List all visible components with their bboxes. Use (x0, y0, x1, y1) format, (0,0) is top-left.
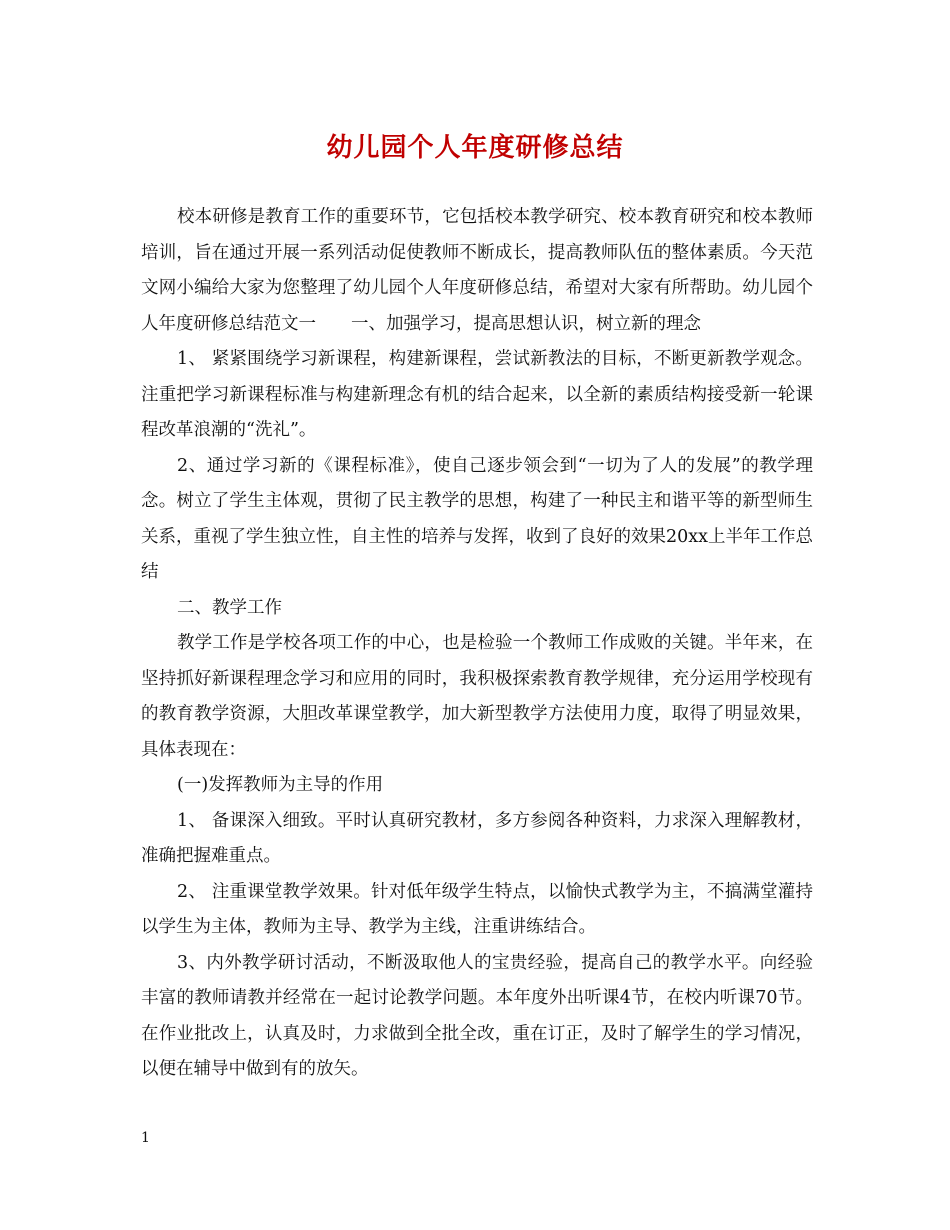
document-body (141, 200, 813, 1088)
paragraph-teaching: 教学工作是学校各项工作的中心，也是检验一个教师工作成败的关键。半年来，在坚持抓好新课程理念学习和应用的同时，我积极探索教育教学规律，充分运用学校现有的教育教学资源，大胆改革课堂教学，加大新型教学方法使用力度，取得了明显效果，具体表现在： (141, 633, 813, 760)
subheading-teacher-role: (一)发挥教师为主导的作用 (177, 775, 384, 795)
page-title: 幼儿园个人年度研修总结 (326, 133, 624, 163)
page-number: 1 (141, 1130, 150, 1146)
section-heading-teaching: 二、教学工作 (177, 597, 282, 618)
paragraph-item-1: 1、 紧紧围绕学习新课程，构建新课程，尝试新教法的目标，不断更新教学观念。注重把学习新课程标准与构建新理念有机的结合起来，以全新的素质结构接受新一轮课程改革浪潮的“洗礼”。 (141, 349, 813, 440)
paragraph-research: 3、内外教学研讨活动，不断汲取他人的宝贵经验，提高自己的教学水平。向经验丰富的教师请教并经常在一起讨论教学问题。本年度外出听课4节，在校内听课70节。在作业批改上，认真及时，力求做到全批全改，重在订正，及时了解学生的学习情况，以便在辅导中做到有的放矢。 (141, 952, 813, 1079)
paragraph-classroom: 2、 注重课堂教学效果。针对低年级学生特点，以愉快式教学为主，不搞满堂灌持以学生为主体，教师为主导、教学为主线，注重讲练结合。 (141, 881, 813, 937)
paragraph-intro: 校本研修是教育工作的重要环节，它包括校本教学研究、校本教育研究和校本教师培训，旨在通过开展一系列活动促使教师不断成长，提高教师队伍的整体素质。今天范文网小编给大家为您整理了幼儿园个人年度研修总结，希望对大家有所帮助。幼儿园个人年度研修总结范文一 一、加强学习，提高思想认识，树立新的理念 (141, 207, 813, 334)
paragraph-prep: 1、 备课深入细致。平时认真研究教材，多方参阅各种资料，力求深入理解教材，准确把握难重点。 (141, 810, 813, 866)
paragraph-item-2: 2、通过学习新的《课程标准》，使自己逐步领会到“一切为了人的发展”的教学理念。树立了学生主体观，贯彻了民主教学的思想，构建了一种民主和谐平等的新型师生关系，重视了学生独立性，自主性的培养与发挥，收到了良好的效果20xx上半年工作总结 (141, 455, 814, 582)
